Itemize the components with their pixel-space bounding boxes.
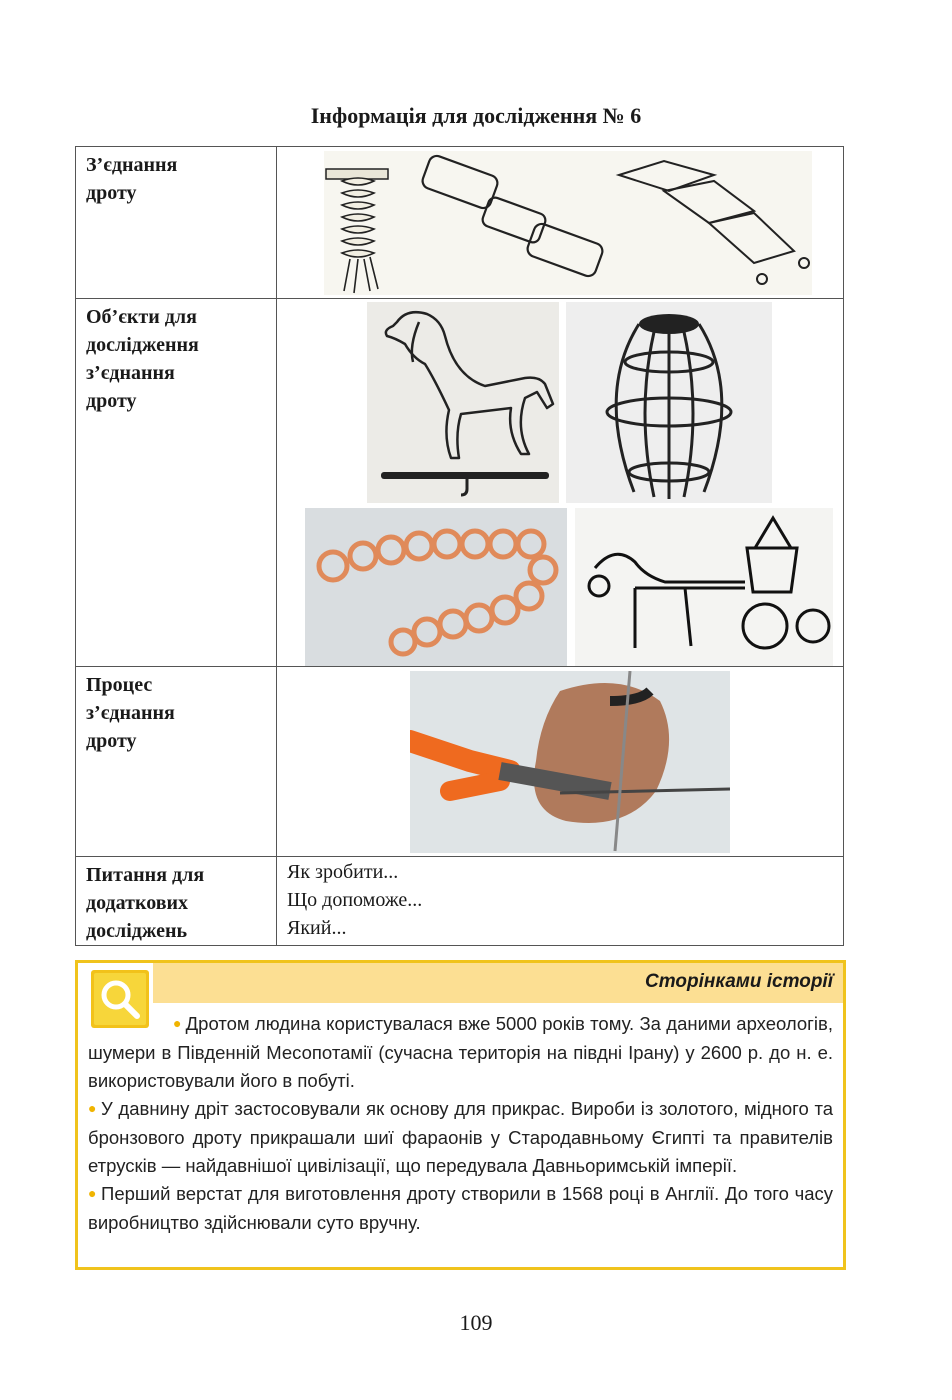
research-table — [75, 146, 844, 946]
history-paragraph: ● Перший верстат для виготовлення дроту створили в 1568 році в Англії. До того часу виробництво здійснювали суто вручну. — [88, 1183, 833, 1233]
history-paragraph: ● Дротом людина користувалася вже 5000 років тому. За даними археологів, шумери в Південній Месопотамії (сучасна територія на півдні Ірану) у 2600 р. до н. е. використовували його в побуті. — [88, 1013, 833, 1091]
history-text — [88, 1010, 833, 1237]
history-box — [75, 960, 846, 1270]
page-title: Інформація для дослідження № 6 — [310, 103, 642, 128]
objects-images — [277, 299, 844, 667]
bullet-icon: ● — [88, 1100, 97, 1116]
table-row-objects — [76, 299, 844, 667]
questions-cell — [277, 857, 844, 946]
bullet-icon: ● — [173, 1015, 182, 1031]
row-label-questions: Питання для додаткових досліджень — [76, 857, 277, 946]
history-title: Сторінками історії — [645, 971, 833, 992]
wire-dog-photo — [367, 302, 559, 503]
wire-joints-drawing — [324, 151, 812, 295]
page-number: 109 — [459, 1310, 493, 1335]
row-label-objects: Об’єкти для дослідження з’єднання дроту — [76, 299, 277, 667]
pliers-hand-photo — [410, 671, 730, 853]
row-label-wire-joining: З’єднання дроту — [76, 147, 277, 299]
copper-chain-photo — [305, 508, 567, 666]
history-paragraph: ● У давнину дріт застосовували як основу для прикрас. Вироби із золотого, мідного та бронзового дроту прикрашали шиї фараонів у Стародавньому Єгипті та правителів етрусків — найдавнішої цивілізації, що передувала Давньоримській імперії. — [88, 1098, 833, 1176]
question-item: Як зробити... — [287, 861, 399, 883]
table-row-process — [76, 667, 844, 857]
table-row-wire-joining — [76, 147, 844, 299]
process-image — [277, 667, 844, 857]
question-item: Що допоможе... — [287, 889, 423, 911]
question-item: Який... — [287, 917, 347, 939]
row-label-process: Процес з’єднання дроту — [76, 667, 277, 857]
wire-lamp-cage-photo — [566, 302, 772, 503]
wire-joining-images — [277, 147, 844, 299]
bullet-icon: ● — [88, 1185, 98, 1201]
wire-horse-cart-photo — [575, 508, 833, 666]
table-row-questions — [76, 857, 844, 946]
